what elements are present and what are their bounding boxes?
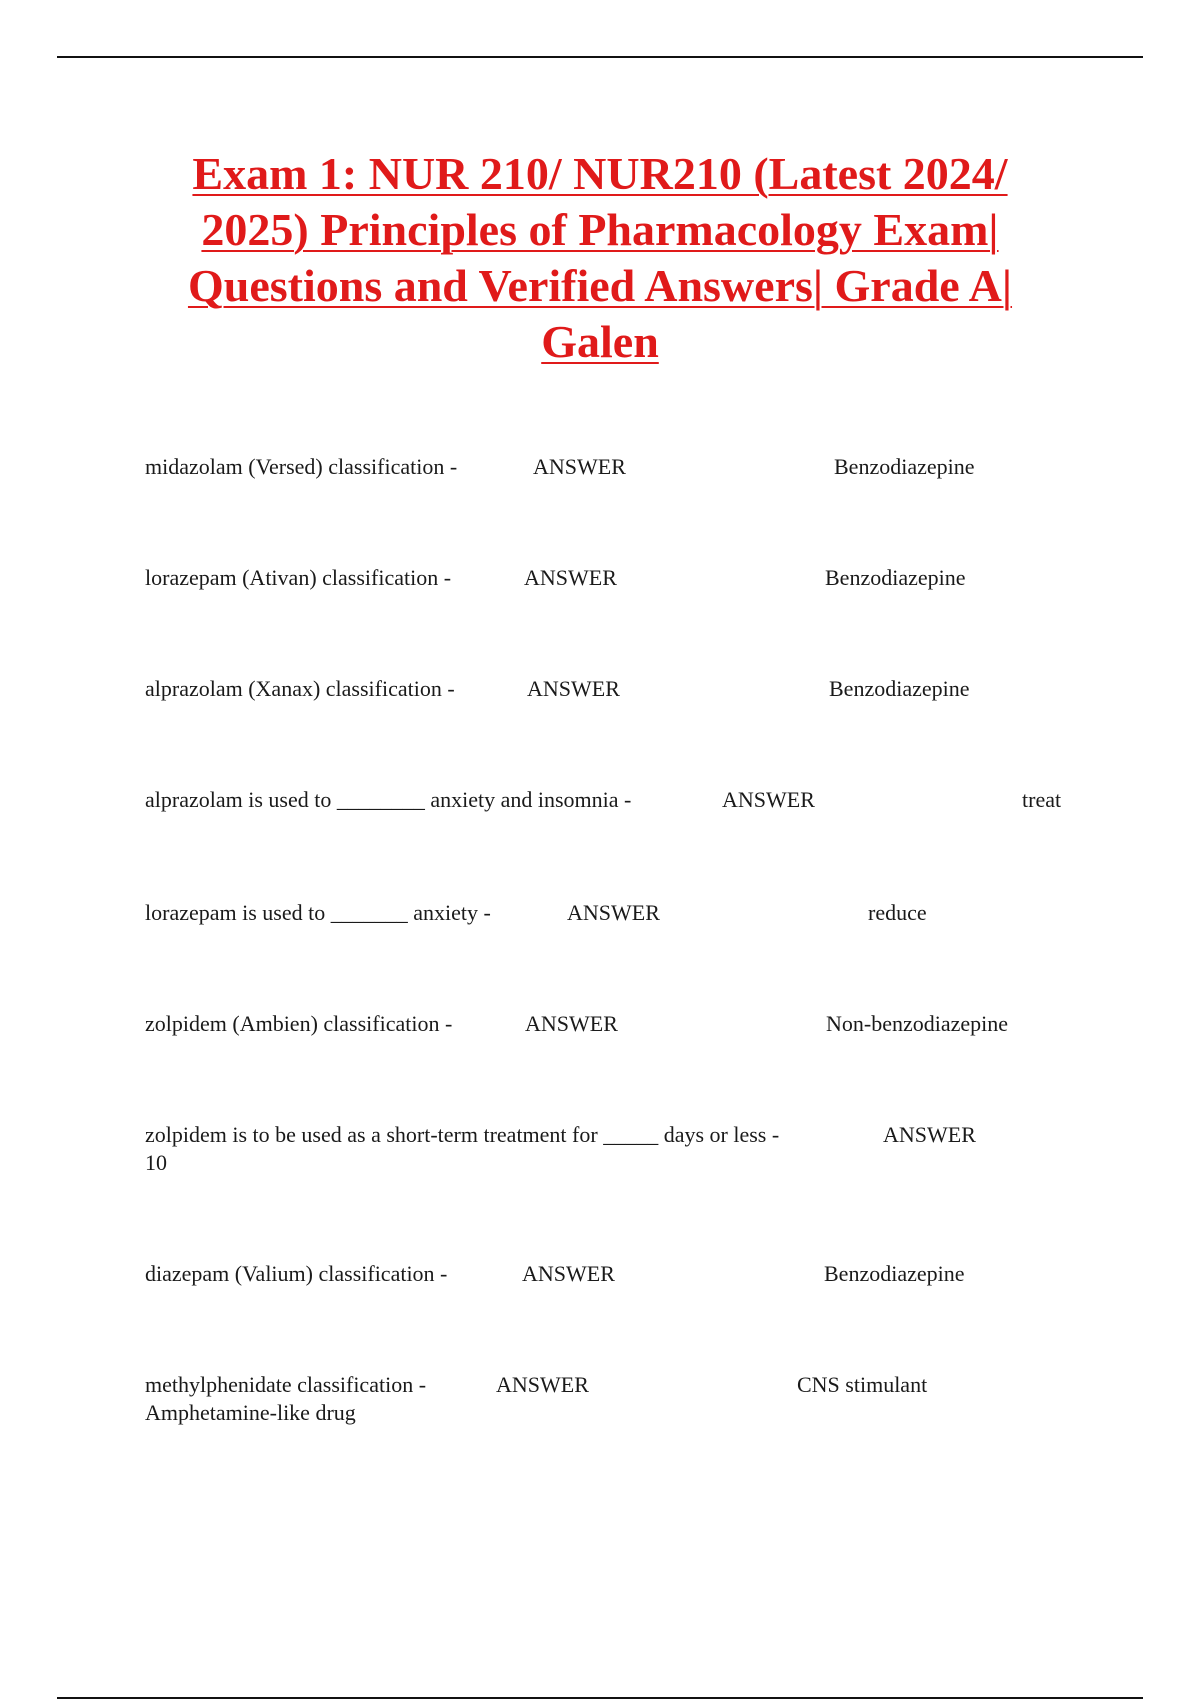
title-line-4: Galen [541,316,659,367]
answer-label: ANSWER [527,676,620,701]
qa-item-alprazolam [145,675,970,703]
title-line-2: 2025) Principles of Pharmacology Exam| [201,204,999,255]
answer-label: ANSWER [522,1261,615,1286]
question-text: lorazepam is used to _______ anxiety - [145,900,491,925]
answer-label: ANSWER [524,565,617,590]
answer-text: reduce [868,900,927,925]
qa-item-lorazepam [145,564,966,592]
answer-text: Non-benzodiazepine [826,1011,1009,1036]
question-text: zolpidem (Ambien) classification - [145,1011,453,1036]
answer-label: ANSWER [496,1372,589,1397]
answer-text: Benzodiazepine [825,565,966,590]
answer-text: Benzodiazepine [834,454,975,479]
answer-continuation-text: Amphetamine-like drug [145,1400,356,1425]
document-title [0,146,1200,370]
qa-item-diazepam [145,1260,965,1288]
question-text: alprazolam is used to ________ anxiety and insomnia - [145,787,632,812]
qa-item-alprazolam-use [145,786,1062,814]
question-text: midazolam (Versed) classification - [145,454,458,479]
answer-text: CNS stimulant [797,1372,928,1397]
question-text: lorazepam (Ativan) classification - [145,565,452,590]
answer-label: ANSWER [883,1122,976,1147]
answer-label: ANSWER [567,900,660,925]
question-text: zolpidem is to be used as a short-term treatment for _____ days or less - [145,1122,780,1147]
answer-label: ANSWER [533,454,626,479]
bottom-rule [57,1697,1143,1699]
answer-label: ANSWER [722,787,815,812]
qa-item-methylphenidate [145,1371,928,1427]
answer-text: 10 [145,1150,167,1175]
answer-text: treat [1022,787,1062,812]
qa-item-lorazepam-use [145,899,927,927]
top-rule [57,56,1143,58]
qa-item-zolpidem-duration [145,1121,976,1177]
answer-label: ANSWER [525,1011,618,1036]
answer-text: Benzodiazepine [824,1261,965,1286]
answer-text: Benzodiazepine [829,676,970,701]
question-text: methylphenidate classification - [145,1372,427,1397]
question-text: diazepam (Valium) classification - [145,1261,448,1286]
qa-item-midazolam [145,453,975,481]
title-line-3: Questions and Verified Answers| Grade A| [187,260,1013,311]
title-line-1: Exam 1: NUR 210/ NUR210 (Latest 2024/ [192,148,1008,199]
qa-item-zolpidem [145,1010,1009,1038]
question-text: alprazolam (Xanax) classification - [145,676,455,701]
